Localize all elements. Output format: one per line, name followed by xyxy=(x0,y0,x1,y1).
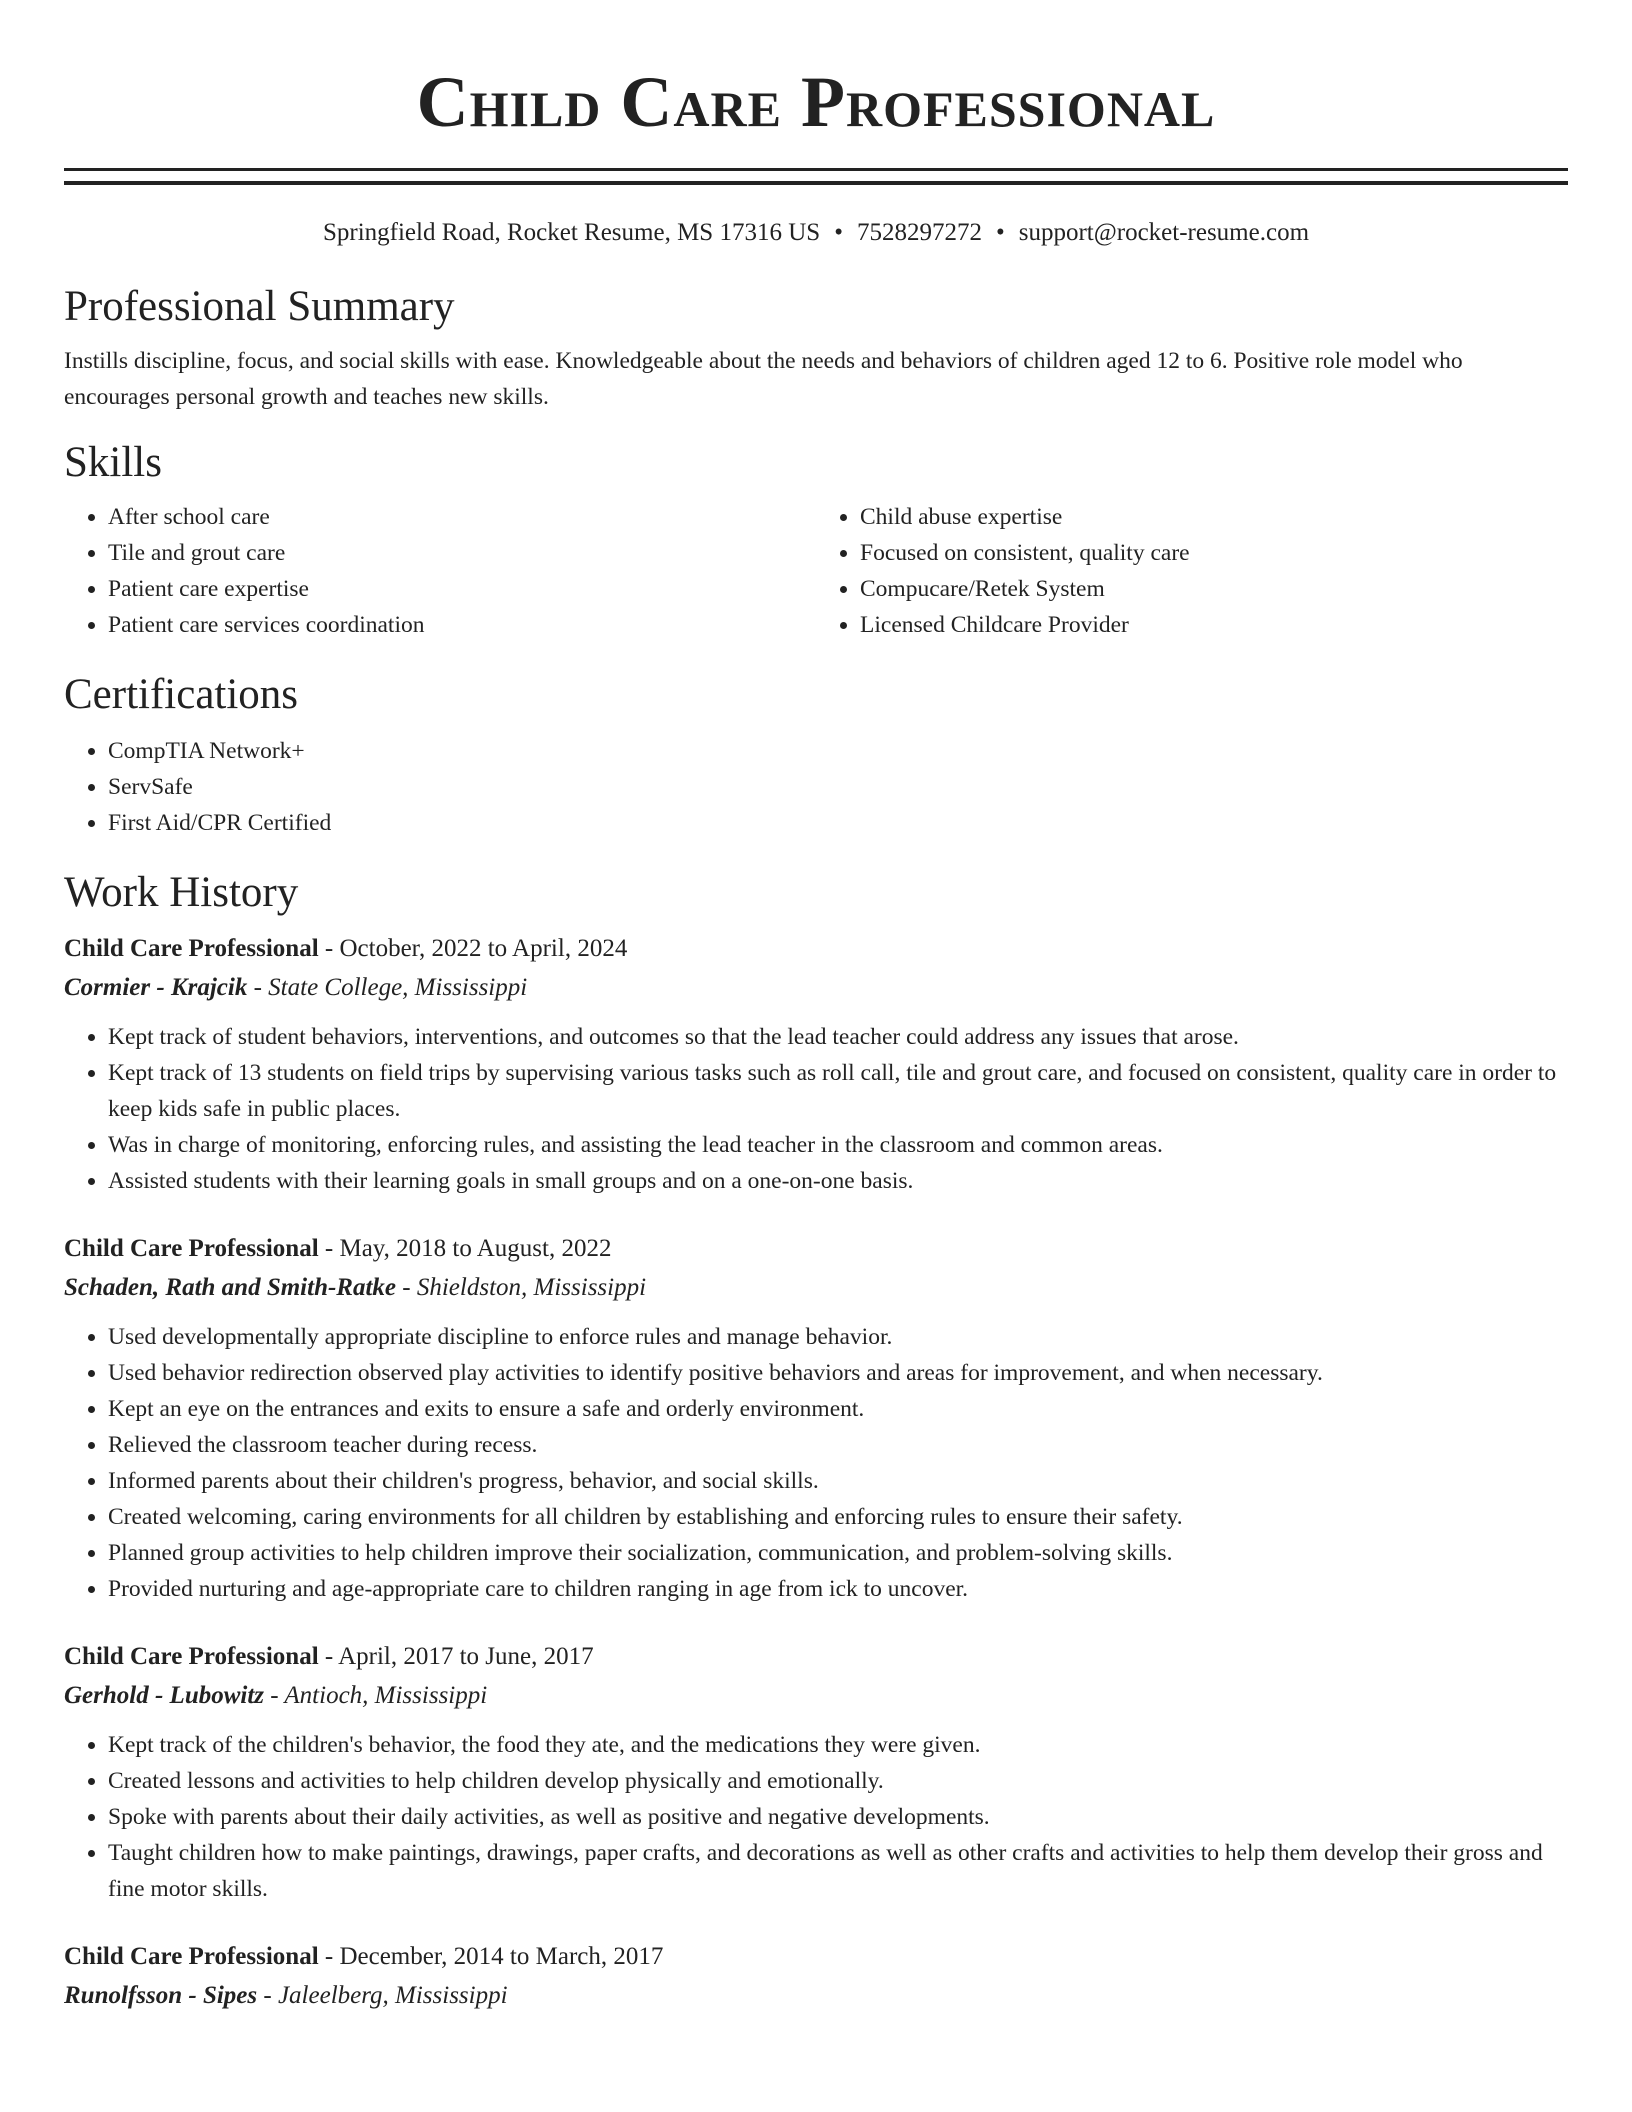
job-title: Child Care Professional xyxy=(64,1235,319,1262)
job-bullet: • Provided nurturing and age-appropriate care to children ranging in age from ick to uncover. xyxy=(108,1571,1568,1607)
job-dash: - xyxy=(318,1235,340,1262)
certification-item: • CompTIA Network+ xyxy=(108,733,1568,769)
job-dash: - xyxy=(264,1682,285,1709)
job-entry xyxy=(64,1937,1568,2015)
professional-summary-section xyxy=(64,279,1568,415)
skills-section xyxy=(64,435,1568,643)
job-entry xyxy=(64,929,1568,1199)
job-location: Antioch, Mississippi xyxy=(284,1682,488,1709)
summary-text: Instills discipline, focus, and social skills with ease. Knowledgeable about the needs and behaviors of children aged 12 to 6. Positive role model who encourages personal growth and teaches new skills. xyxy=(64,348,1463,410)
job-title: Child Care Professional xyxy=(64,1643,319,1670)
job-dates: December, 2014 to March, 2017 xyxy=(339,1943,664,1970)
job-title-line xyxy=(64,1229,1568,1268)
job-company: Schaden, Rath and Smith-Ratke xyxy=(64,1274,397,1301)
job-bullets xyxy=(64,1019,1568,1199)
section-heading-summary: Professional Summary xyxy=(64,283,455,330)
job-bullet: • Kept track of 13 students on field trips by supervising various tasks such as roll call, tile and grout care, and focused on consistent, quality care in order to keep kids safe in public places. xyxy=(108,1055,1568,1127)
work-history-section xyxy=(64,865,1568,2015)
job-dash: - xyxy=(318,935,340,962)
skill-item: • Patient care services coordination xyxy=(108,607,816,643)
job-title-line xyxy=(64,1637,1568,1676)
contact-separator: • xyxy=(834,219,843,246)
job-bullet: • Planned group activities to help children improve their socialization, communication, and problem-solving skills. xyxy=(108,1535,1568,1571)
title-double-rule xyxy=(64,168,1568,185)
job-location: State College, Mississippi xyxy=(268,974,528,1001)
job-dash: - xyxy=(247,974,269,1001)
contact-phone: 7528297272 xyxy=(856,219,982,246)
job-location: Jaleelberg, Mississippi xyxy=(277,1982,508,2009)
section-heading-certifications: Certifications xyxy=(64,671,299,718)
contact-line xyxy=(64,215,1568,251)
job-title-line xyxy=(64,1937,1568,1976)
job-bullet: • Used behavior redirection observed play activities to identify positive behaviors and areas for improvement, and when necessary. xyxy=(108,1355,1568,1391)
job-location: Shieldston, Mississippi xyxy=(416,1274,647,1301)
certification-item: • First Aid/CPR Certified xyxy=(108,805,1568,841)
job-company-line xyxy=(64,968,1568,1007)
certifications-list xyxy=(64,733,1568,841)
job-title: Child Care Professional xyxy=(64,935,319,962)
job-company-line xyxy=(64,1976,1568,2015)
job-dash: - xyxy=(396,1274,417,1301)
contact-separator: • xyxy=(995,219,1005,246)
job-entry xyxy=(64,1637,1568,1907)
skills-list-left xyxy=(64,499,816,643)
job-bullet: • Kept track of student behaviors, interventions, and outcomes so that the lead teacher could address any issues that arose. xyxy=(108,1019,1568,1055)
job-dates: April, 2017 to June, 2017 xyxy=(338,1643,594,1670)
job-company: Runolfsson - Sipes xyxy=(64,1982,258,2009)
job-title: Child Care Professional xyxy=(64,1943,319,1970)
skill-item: • Patient care expertise xyxy=(108,571,816,607)
contact-email[interactable]: support@rocket-resume.com xyxy=(1018,219,1310,246)
job-entry xyxy=(64,1229,1568,1607)
job-dash: - xyxy=(318,1943,340,1970)
job-bullet: • Kept an eye on the entrances and exits to ensure a safe and orderly environment. xyxy=(108,1391,1568,1427)
job-bullet: • Informed parents about their children's progress, behavior, and social skills. xyxy=(108,1463,1568,1499)
job-bullet: • Created welcoming, caring environments for all children by establishing and enforcing rules to ensure their safety. xyxy=(108,1499,1568,1535)
job-company: Gerhold - Lubowitz xyxy=(64,1682,265,1709)
skills-columns xyxy=(64,499,1568,643)
job-dates: May, 2018 to August, 2022 xyxy=(339,1235,612,1262)
section-heading-work-history: Work History xyxy=(64,869,299,916)
job-bullets xyxy=(64,1319,1568,1607)
certifications-section xyxy=(64,667,1568,841)
skill-item: • After school care xyxy=(108,499,816,535)
job-company-line xyxy=(64,1268,1568,1307)
job-company: Cormier - Krajcik xyxy=(64,974,248,1001)
job-bullet: • Taught children how to make paintings, drawings, paper crafts, and decorations as well as other crafts and activities to help them develop their gross and fine motor skills. xyxy=(108,1835,1568,1907)
job-bullets xyxy=(64,1727,1568,1907)
skill-item: • Licensed Childcare Provider xyxy=(860,607,1568,643)
job-dates: October, 2022 to April, 2024 xyxy=(339,935,628,962)
skills-list-right xyxy=(816,499,1568,643)
job-title-line xyxy=(64,929,1568,968)
job-dash: - xyxy=(318,1643,339,1670)
contact-address: Springfield Road, Rocket Resume, MS 17316 US xyxy=(322,219,821,246)
job-dash: - xyxy=(257,1982,278,2009)
job-bullet: • Used developmentally appropriate discipline to enforce rules and manage behavior. xyxy=(108,1319,1568,1355)
skill-item: • Focused on consistent, quality care xyxy=(860,535,1568,571)
skill-item: • Child abuse expertise xyxy=(860,499,1568,535)
skill-item: • Tile and grout care xyxy=(108,535,816,571)
job-bullet: • Kept track of the children's behavior, the food they ate, and the medications they were given. xyxy=(108,1727,1568,1763)
section-heading-skills: Skills xyxy=(64,439,162,486)
job-bullet: • Assisted students with their learning goals in small groups and on a one-on-one basis. xyxy=(108,1163,1568,1199)
job-company-line xyxy=(64,1676,1568,1715)
job-bullet: • Created lessons and activities to help children develop physically and emotionally. xyxy=(108,1763,1568,1799)
job-bullet: • Spoke with parents about their daily activities, as well as positive and negative developments. xyxy=(108,1799,1568,1835)
job-bullet: • Relieved the classroom teacher during recess. xyxy=(108,1427,1568,1463)
certification-item: • ServSafe xyxy=(108,769,1568,805)
skill-item: • Compucare/Retek System xyxy=(860,571,1568,607)
job-bullet: • Was in charge of monitoring, enforcing rules, and assisting the lead teacher in the classroom and common areas. xyxy=(108,1127,1568,1163)
resume-title: Child Care Professional xyxy=(416,62,1216,142)
